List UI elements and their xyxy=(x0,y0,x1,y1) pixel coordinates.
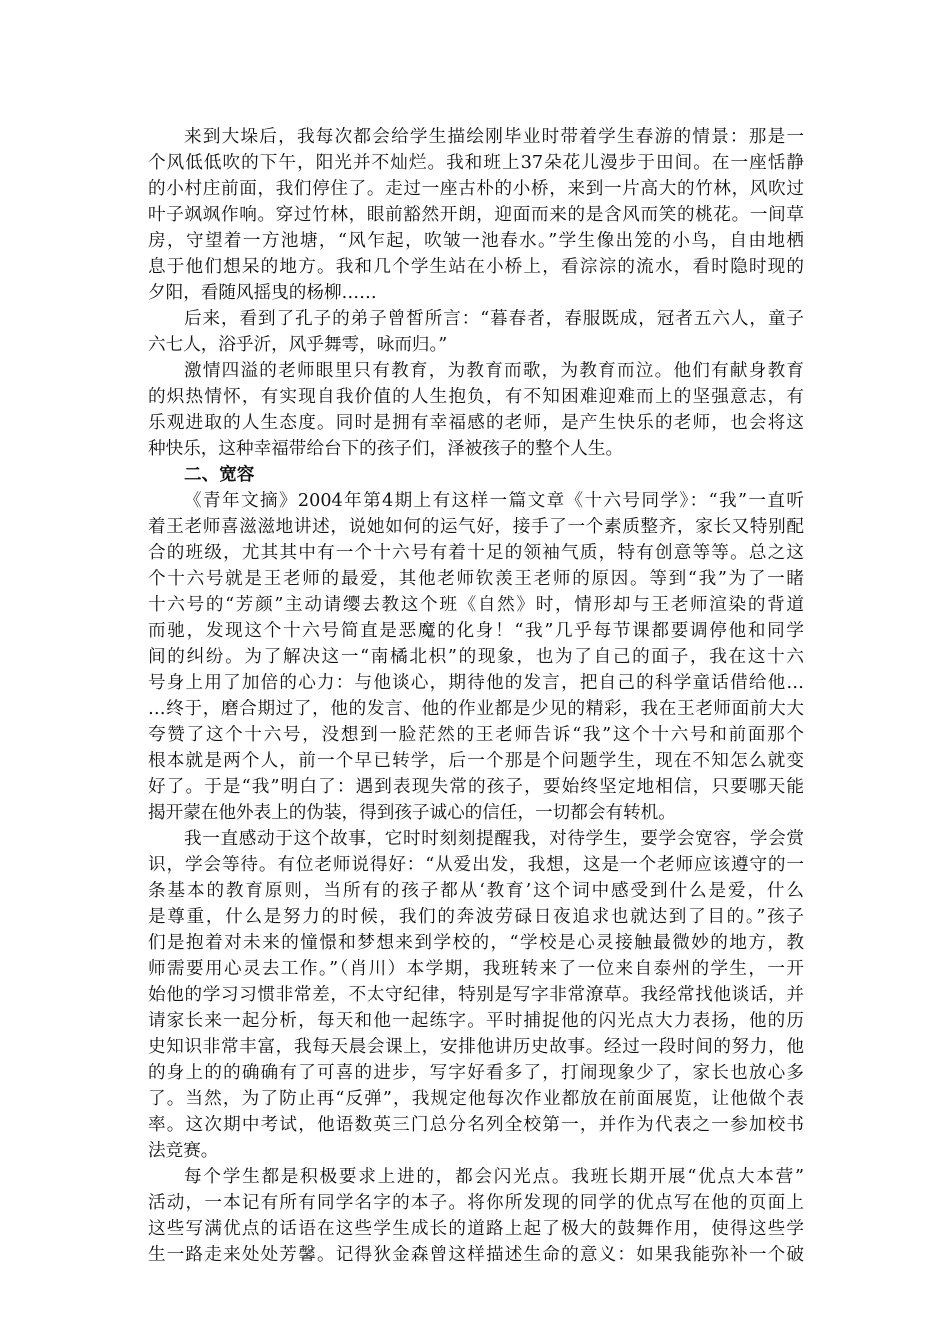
document-body xyxy=(148,124,804,1268)
text-line: 根本就是两个人，前一个早已转学，后一个那是个问题学生，现在不知怎么就变 xyxy=(148,751,804,771)
text-line: 后来，看到了孔子的弟子曾皙所言：“暮春者，春服既成，冠者五六人，童子 xyxy=(184,309,804,329)
text-line: 房，守望着一方池塘，“风乍起，吹皱一池春水。”学生像出笼的小鸟，自由地栖 xyxy=(148,231,804,251)
text-line: 种快乐，这种幸福带给台下的孩子们，泽被孩子的整个人生。 xyxy=(148,439,624,459)
text-line: 的小村庄前面，我们停住了。走过一座古朴的小桥，来到一片高大的竹林，风吹过 xyxy=(148,179,804,199)
text-line: 个风低低吹的下午，阳光并不灿烂。我和班上37朵花儿漫步于田间。在一座恬静 xyxy=(148,153,804,173)
paragraph-passionate-teacher xyxy=(148,358,804,462)
text-line: 叶子飒飒作响。穿过竹林，眼前豁然开朗，迎面而来的是含风而笑的桃花。一间草 xyxy=(148,205,804,225)
text-line: 乐观进取的人生态度。同时是拥有幸福感的老师，是产生快乐的老师，也会将这 xyxy=(148,413,804,433)
text-line: 法竞赛。 xyxy=(148,1141,219,1161)
text-line: 夸赞了这个十六号，没想到一脸茫然的王老师告诉“我”这个十六号和前面那个 xyxy=(148,725,804,745)
text-line: 十六号的“芳颜”主动请缨去教这个班《自然》时，情形却与王老师渲染的背道 xyxy=(148,595,804,615)
text-line: 息于他们想呆的地方。我和几个学生站在小桥上，看淙淙的流水，看时隐时现的 xyxy=(148,257,804,277)
text-line: 每个学生都是积极要求上进的，都会闪光点。我班长期开展“优点大本营” xyxy=(184,1167,804,1187)
text-line: 了。当然，为了防止再“反弹”，我规定他每次作业都放在前面展览，让他做个表 xyxy=(148,1089,804,1109)
paragraph-spring-outing xyxy=(148,124,804,306)
text-line: 的身上的的确确有了可喜的进步，写字好看多了，打闹现象少了，家长也放心多 xyxy=(148,1063,804,1083)
text-line: 们是抱着对未来的憧憬和梦想来到学校的，“学校是心灵接触最微妙的地方，教 xyxy=(148,933,804,953)
text-line: 请家长来一起分析，每天和他一起练字。平时捕捉他的闪光点大力表扬，他的历 xyxy=(148,1011,804,1031)
text-line: 来到大垛后，我每次都会给学生描绘刚毕业时带着学生春游的情景：那是一 xyxy=(184,127,804,147)
text-line: 这些写满优点的话语在这些学生成长的道路上起了极大的鼓舞作用，使得这些学 xyxy=(148,1219,804,1239)
text-line: 间的纠纷。为了解决这一“南橘北枳”的现象，也为了自己的面子，我在这十六 xyxy=(148,647,804,667)
text-line: 而驰，发现这个十六号简直是恶魔的化身！“我”几乎每节课都要调停他和同学 xyxy=(148,621,804,641)
text-line: 揭开蒙在他外表上的伪装，得到孩子诚心的信任，一切都会有转机。 xyxy=(148,803,676,823)
text-line: 识，学会等待。有位老师说得好：“从爱出发，我想，这是一个老师应该遵守的一 xyxy=(148,855,804,875)
text-line: 着王老师喜滋滋地讲述，说她如何的运气好，接手了一个素质整齐，家长又特别配 xyxy=(148,517,804,537)
text-line: 《青年文摘》2004年第4期上有这样一篇文章《十六号同学》：“我”一直听 xyxy=(184,491,804,511)
paragraph-confucius-quote xyxy=(148,306,804,358)
text-line: 是尊重，什么是努力的时候，我们的奔波劳碌日夜追求也就达到了目的。”孩子 xyxy=(148,907,804,927)
text-line: 六七人，浴乎沂，风乎舞雩，咏而归。” xyxy=(148,335,448,355)
text-line: 的炽热情怀，有实现自我价值的人生抱负，有不知困难迎难而上的坚强意志，有 xyxy=(148,387,804,407)
section-heading: 二、宽容 xyxy=(184,464,255,485)
text-line: 始他的学习习惯非常差，不太守纪律，特别是写字非常潦草。我经常找他谈话，并 xyxy=(148,985,804,1005)
text-line: 史知识非常丰富，我每天晨会课上，安排他讲历史故事。经过一段时间的努力，他 xyxy=(148,1037,804,1057)
text-line: 合的班级，尤其其中有一个十六号有着十足的领袖气质，特有创意等等。总之这 xyxy=(148,543,804,563)
text-line: 激情四溢的老师眼里只有教育，为教育而歌，为教育而泣。他们有献身教育 xyxy=(184,361,804,381)
text-line: 个十六号就是王老师的最爱，其他老师钦羡王老师的原因。等到“我”为了一睹 xyxy=(148,569,804,589)
text-line: 我一直感动于这个故事，它时时刻刻提醒我，对待学生，要学会宽容，学会赏 xyxy=(184,829,804,849)
paragraph-tolerance xyxy=(148,826,804,1164)
text-line: 条基本的教育原则，当所有的孩子都从‘教育’这个词中感受到什么是爱，什么 xyxy=(148,881,804,901)
text-line: 夕阳，看随风摇曳的杨柳…… xyxy=(148,283,377,303)
text-line: 率。这次期中考试，他语数英三门总分名列全校第一，并作为代表之一参加校书 xyxy=(148,1115,804,1135)
text-line: 师需要用心灵去工作。”（肖川）本学期，我班转来了一位来自泰州的学生，一开 xyxy=(148,959,804,979)
text-line: 生一路走来处处芳馨。记得狄金森曾这样描述生命的意义：如果我能弥补一个破 xyxy=(148,1245,804,1265)
paragraph-number-sixteen xyxy=(148,488,804,826)
text-line: …终于，磨合期过了，他的发言、他的作业都是少见的精彩，我在王老师面前大大 xyxy=(148,699,804,719)
text-line: 活动，一本记有所有同学名字的本子。将你所发现的同学的优点写在他的页面上 xyxy=(148,1193,804,1213)
text-line: 好了。于是“我”明白了：遇到表现失常的孩子，要始终坚定地相信，只要哪天能 xyxy=(148,777,804,797)
text-line: 号身上用了加倍的心力：与他谈心，期待他的发言，把自己的科学童话借给他… xyxy=(148,673,804,693)
paragraph-merit-camp xyxy=(148,1164,804,1268)
